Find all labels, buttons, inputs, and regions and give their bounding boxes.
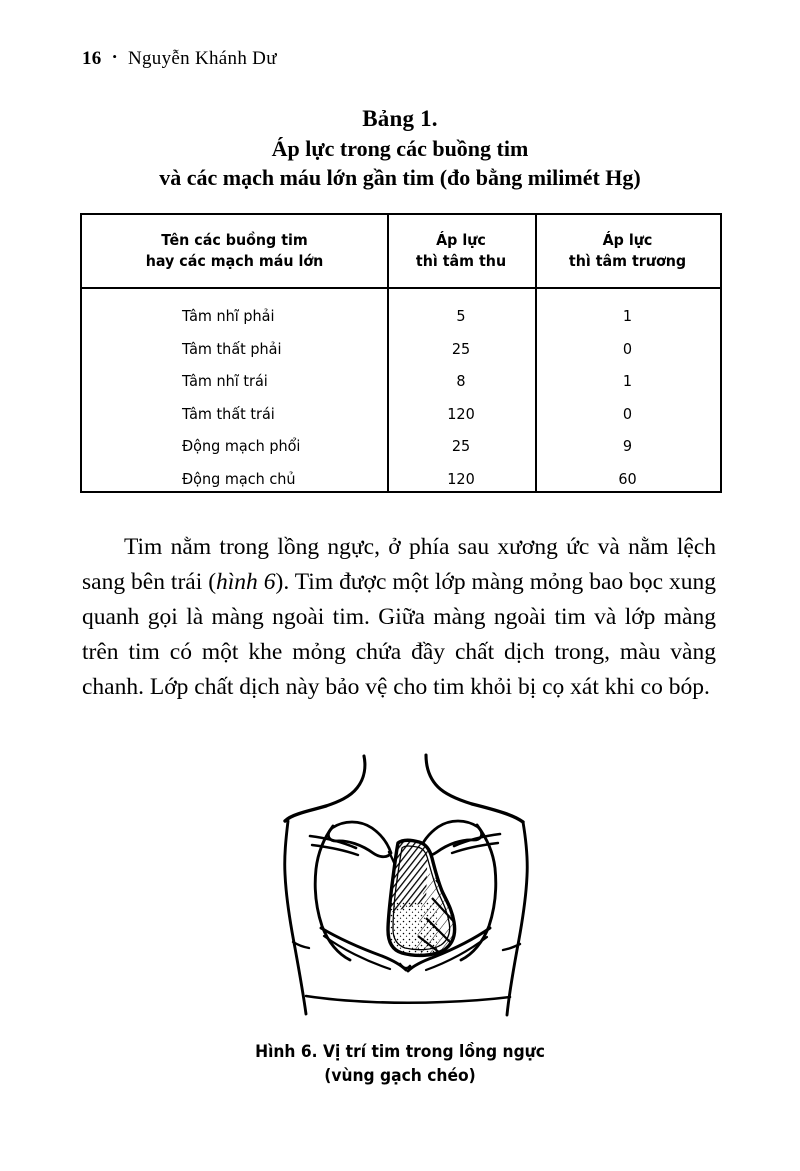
torso-left-contour bbox=[285, 821, 306, 1014]
cell-diastolic: 0 bbox=[622, 339, 633, 358]
neck-left-contour bbox=[326, 756, 365, 806]
clavicle-left bbox=[328, 822, 391, 857]
cell-chamber-name: Tâm thất trái bbox=[181, 404, 275, 423]
table-title-line-2: Áp lực trong các buồng tim bbox=[271, 136, 529, 162]
author-name: Nguyễn Khánh Dư bbox=[127, 48, 277, 69]
cell-diastolic: 60 bbox=[618, 469, 637, 488]
cell-systolic: 120 bbox=[447, 469, 475, 488]
paragraph-text-after-italic: ). Tim được một lớp màng mỏng bao bọc xung quanh gọi là màng ngoài tim. Giữa màng ngoài tim và lớp màng trên tim có một khe mỏng chứa đầy chất dịch trong, màu vàng chanh. Lớp chất dịch này bảo vệ cho tim khỏi bị cọ xát khi co bóp. bbox=[82, 568, 716, 701]
cell-diastolic: 9 bbox=[622, 437, 633, 456]
bullet-separator-icon: • bbox=[112, 49, 117, 64]
cell-diastolic: 1 bbox=[622, 372, 633, 391]
header-diastolic-line-1: Áp lực bbox=[602, 230, 653, 249]
shoulder-right-contour bbox=[472, 804, 523, 822]
pressure-table bbox=[80, 213, 722, 493]
table-header-cell-name bbox=[94, 230, 375, 273]
header-diastolic-line-2: thì tâm trương bbox=[568, 252, 687, 270]
table-row bbox=[82, 300, 720, 333]
paragraph-text-before-italic: Tim nằm trong lồng ngực, ở phía sau xương ức và nằm lệch sang bên trái ( bbox=[82, 533, 716, 595]
thorax-heart-illustration bbox=[276, 752, 542, 1030]
cell-systolic: 25 bbox=[451, 437, 471, 456]
running-header bbox=[82, 48, 277, 70]
header-name-line-2: hay các mạch máu lớn bbox=[145, 252, 324, 270]
body-paragraph bbox=[82, 530, 716, 706]
header-systolic-line-2: thì tâm thu bbox=[415, 252, 507, 270]
table-row bbox=[82, 430, 720, 463]
torso-right-contour bbox=[507, 822, 527, 1015]
table-row bbox=[82, 365, 720, 398]
header-name-line-1: Tên các buồng tim bbox=[161, 230, 308, 249]
cell-diastolic: 1 bbox=[622, 307, 633, 326]
cell-systolic: 25 bbox=[451, 339, 471, 358]
table-body bbox=[82, 289, 720, 491]
header-systolic-line-1: Áp lực bbox=[436, 230, 486, 249]
cell-chamber-name: Tâm thất phải bbox=[181, 339, 282, 358]
table-header-cell-diastolic bbox=[542, 230, 712, 273]
page-number: 16 bbox=[82, 48, 102, 69]
costal-margin-left-inner bbox=[324, 936, 390, 969]
cell-chamber-name: Tâm nhĩ trái bbox=[181, 372, 268, 391]
cell-chamber-name: Động mạch chủ bbox=[181, 469, 296, 488]
table-header-cell-systolic bbox=[393, 230, 529, 273]
figure-caption-line-2: (vùng gạch chéo) bbox=[324, 1065, 476, 1085]
figure-reference-italic: hình 6 bbox=[216, 568, 276, 595]
figure-caption-line-1: Hình 6. Vị trí tim trong lồng ngực bbox=[255, 1042, 545, 1061]
cell-diastolic: 0 bbox=[622, 404, 633, 423]
table-row bbox=[82, 463, 720, 496]
neck-right-contour bbox=[426, 755, 472, 804]
figure-caption bbox=[24, 1040, 776, 1088]
cell-systolic: 5 bbox=[456, 307, 466, 326]
table-title bbox=[0, 104, 800, 192]
figure-thorax-heart bbox=[276, 752, 542, 1030]
table-title-line-1: Bảng 1. bbox=[362, 106, 438, 131]
table-title-line-3: và các mạch máu lớn gần tim (đo bằng milimét Hg) bbox=[159, 165, 641, 191]
cell-systolic: 120 bbox=[447, 404, 475, 423]
cell-chamber-name: Tâm nhĩ phải bbox=[181, 307, 275, 326]
cell-chamber-name: Động mạch phổi bbox=[181, 437, 301, 456]
table-row bbox=[82, 398, 720, 431]
table-header-row bbox=[82, 215, 720, 287]
table-row bbox=[82, 333, 720, 366]
cell-systolic: 8 bbox=[456, 372, 466, 391]
abdomen-contour bbox=[306, 996, 510, 1003]
shoulder-left-contour bbox=[285, 806, 326, 821]
